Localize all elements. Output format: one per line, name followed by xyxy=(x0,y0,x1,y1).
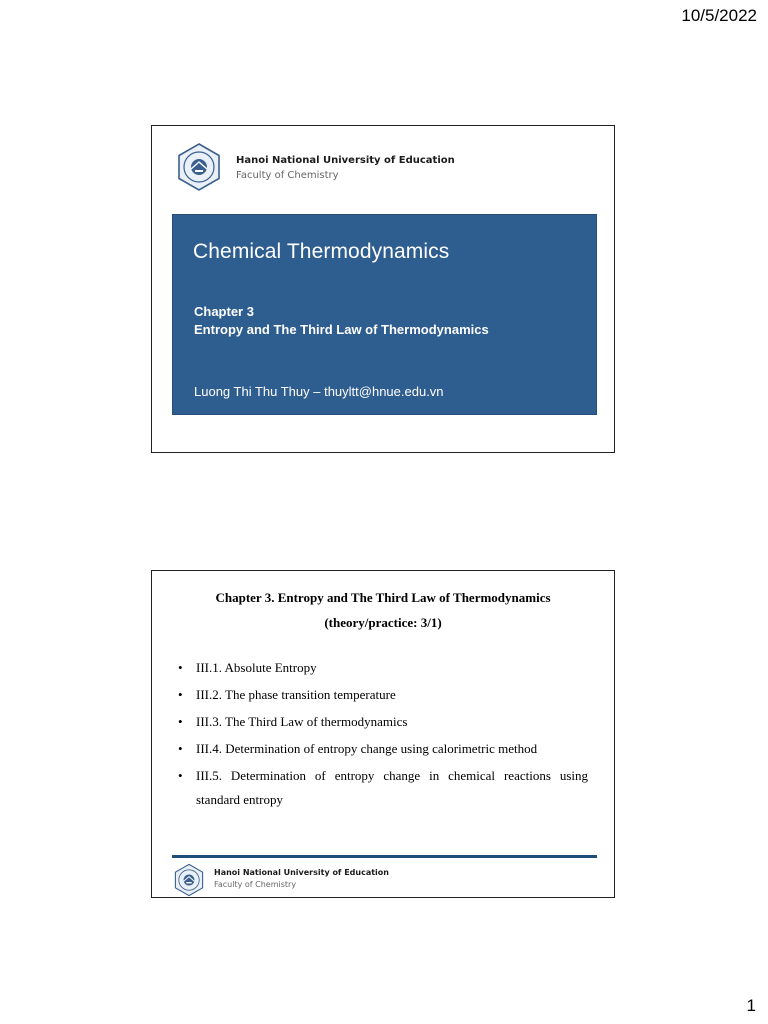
university-logo-icon xyxy=(174,142,224,192)
footer-rule xyxy=(172,855,597,858)
university-logo-icon xyxy=(172,863,206,897)
page-number: 1 xyxy=(746,996,756,1015)
bullet: • xyxy=(178,741,183,756)
author-contact: Luong Thi Thu Thuy – thuyltt@hnue.edu.vn xyxy=(194,384,444,399)
bullet: • xyxy=(178,660,183,675)
university-name: Hanoi National University of Education xyxy=(236,155,455,166)
slide-title xyxy=(151,125,615,453)
chapter-heading xyxy=(194,303,489,339)
course-title: Chemical Thermodynamics xyxy=(193,240,450,263)
bullet: • xyxy=(178,714,183,729)
institution-block xyxy=(214,867,389,891)
chapter-number: Chapter 3 xyxy=(194,304,254,319)
faculty-name: Faculty of Chemistry xyxy=(236,170,339,181)
bullet: • xyxy=(178,687,183,702)
title-banner xyxy=(172,214,597,415)
university-name: Hanoi National University of Education xyxy=(214,868,389,877)
outline-list xyxy=(178,659,588,821)
list-item: • III.5. Determination of entropy change in chemical reactions using standard entropy xyxy=(178,764,588,812)
institution-block xyxy=(236,154,455,183)
list-item: • III.4. Determination of entropy change using calorimetric method xyxy=(178,741,538,756)
outline-subtitle: (theory/practice: 3/1) xyxy=(324,615,442,630)
list-item: • III.3. The Third Law of thermodynamics xyxy=(178,714,408,729)
outline-heading xyxy=(152,585,614,635)
slide-outline xyxy=(151,570,615,898)
chapter-title: Entropy and The Third Law of Thermodynamics xyxy=(194,322,489,337)
list-item: • III.1. Absolute Entropy xyxy=(178,660,317,675)
outline-title: Chapter 3. Entropy and The Third Law of Thermodynamics xyxy=(215,590,551,605)
bullet: • xyxy=(178,768,183,783)
list-item: • III.2. The phase transition temperature xyxy=(178,687,396,702)
print-date: 10/5/2022 xyxy=(681,6,757,25)
faculty-name: Faculty of Chemistry xyxy=(214,880,297,889)
